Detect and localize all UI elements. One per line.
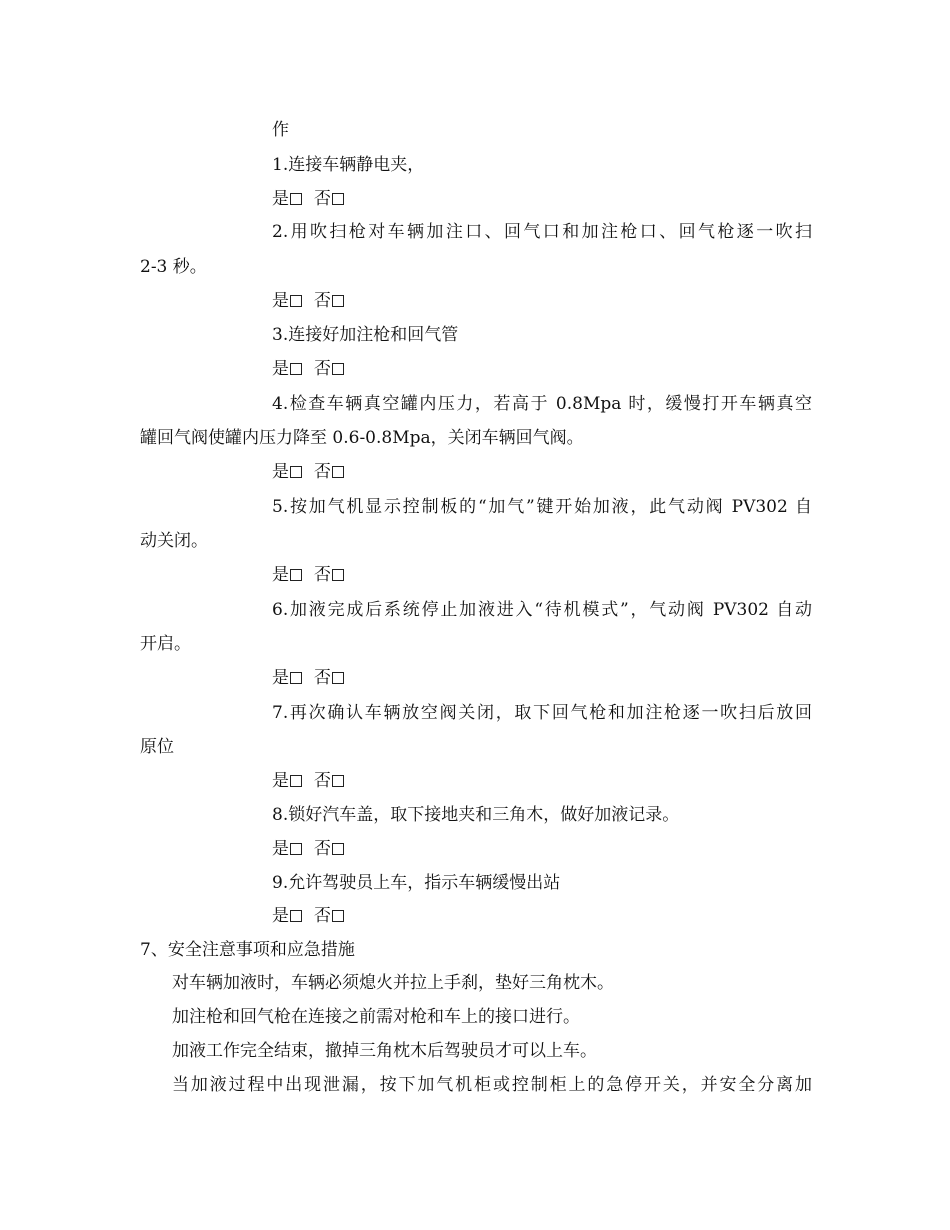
step-3-line-1: 3.连接好加注枪和回气管 [272, 325, 459, 345]
safety-paragraph-1: 对车辆加液时，车辆必须熄火并拉上手刹，垫好三角枕木。 [172, 973, 614, 993]
safety-paragraph-2: 加注枪和回气枪在连接之前需对枪和车上的接口进行。 [172, 1007, 580, 1027]
no-label: 否 [314, 462, 331, 482]
section-title: 7、安全注意事项和应急措施 [140, 940, 355, 960]
step-4-line-2: 罐回气阀使罐内压力降至 0.6-0.8Mpa，关闭车辆回气阀。 [140, 428, 584, 448]
yes-label: 是 [272, 906, 289, 926]
step-2-line-1: 2.用吹扫枪对车辆加注口、回气口和加注枪口、回气枪逐一吹扫 [272, 222, 812, 242]
yes-checkbox[interactable] [290, 193, 302, 205]
step-1-line-1: 1.连接车辆静电夹， [272, 155, 425, 175]
no-checkbox[interactable] [332, 466, 344, 478]
step-8-line-1: 8.锁好汽车盖，取下接地夹和三角木，做好加液记录。 [272, 805, 680, 825]
step-5-line-2: 动关闭。 [140, 531, 208, 551]
step-7-line-1: 7.再次确认车辆放空阀关闭，取下回气枪和加注枪逐一吹扫后放回 [272, 703, 812, 723]
step-4-line-1: 4.检查车辆真空罐内压力，若高于 0.8Mpa 时，缓慢打开车辆真空 [272, 394, 812, 414]
step-4-checkboxes [272, 460, 356, 484]
step-7-checkboxes [272, 769, 356, 793]
yes-checkbox[interactable] [290, 569, 302, 581]
no-checkbox[interactable] [332, 775, 344, 787]
step-3-checkboxes [272, 357, 356, 381]
no-label: 否 [314, 189, 331, 209]
step-6-line-1: 6.加液完成后系统停止加液进入“待机模式”，气动阀 PV302 自动 [272, 600, 812, 620]
step-2-line-2: 2-3 秒。 [140, 257, 207, 277]
yes-label: 是 [272, 565, 289, 585]
no-label: 否 [314, 359, 331, 379]
step-7-line-2: 原位 [140, 737, 174, 757]
no-label: 否 [314, 771, 331, 791]
no-checkbox[interactable] [332, 569, 344, 581]
yes-label: 是 [272, 839, 289, 859]
yes-label: 是 [272, 291, 289, 311]
yes-checkbox[interactable] [290, 363, 302, 375]
no-label: 否 [314, 291, 331, 311]
no-label: 否 [314, 906, 331, 926]
step-5-checkboxes [272, 563, 356, 587]
yes-label: 是 [272, 668, 289, 688]
yes-label: 是 [272, 462, 289, 482]
yes-checkbox[interactable] [290, 910, 302, 922]
safety-paragraph-3: 加液工作完全结束，撤掉三角枕木后驾驶员才可以上车。 [172, 1041, 597, 1061]
no-checkbox[interactable] [332, 843, 344, 855]
step-9-checkboxes [272, 904, 356, 928]
yes-label: 是 [272, 359, 289, 379]
step-2-checkboxes [272, 289, 356, 313]
no-label: 否 [314, 565, 331, 585]
step-6-line-2: 开启。 [140, 634, 191, 654]
yes-checkbox[interactable] [290, 775, 302, 787]
no-checkbox[interactable] [332, 295, 344, 307]
step-1-checkboxes [272, 187, 356, 211]
step-9-line-1: 9.允许驾驶员上车，指示车辆缓慢出站 [272, 873, 561, 893]
yes-checkbox[interactable] [290, 672, 302, 684]
no-checkbox[interactable] [332, 193, 344, 205]
no-label: 否 [314, 668, 331, 688]
safety-paragraph-4: 当加液过程中出现泄漏，按下加气机柜或控制柜上的急停开关，并安全分离加 [172, 1075, 812, 1095]
yes-label: 是 [272, 771, 289, 791]
yes-checkbox[interactable] [290, 843, 302, 855]
no-checkbox[interactable] [332, 910, 344, 922]
yes-checkbox[interactable] [290, 295, 302, 307]
step-8-checkboxes [272, 837, 356, 861]
continuation-text: 作 [272, 120, 289, 140]
step-6-checkboxes [272, 666, 356, 690]
no-checkbox[interactable] [332, 672, 344, 684]
yes-checkbox[interactable] [290, 466, 302, 478]
step-5-line-1: 5.按加气机显示控制板的“加气”键开始加液，此气动阀 PV302 自 [272, 497, 812, 517]
yes-label: 是 [272, 189, 289, 209]
no-checkbox[interactable] [332, 363, 344, 375]
no-label: 否 [314, 839, 331, 859]
